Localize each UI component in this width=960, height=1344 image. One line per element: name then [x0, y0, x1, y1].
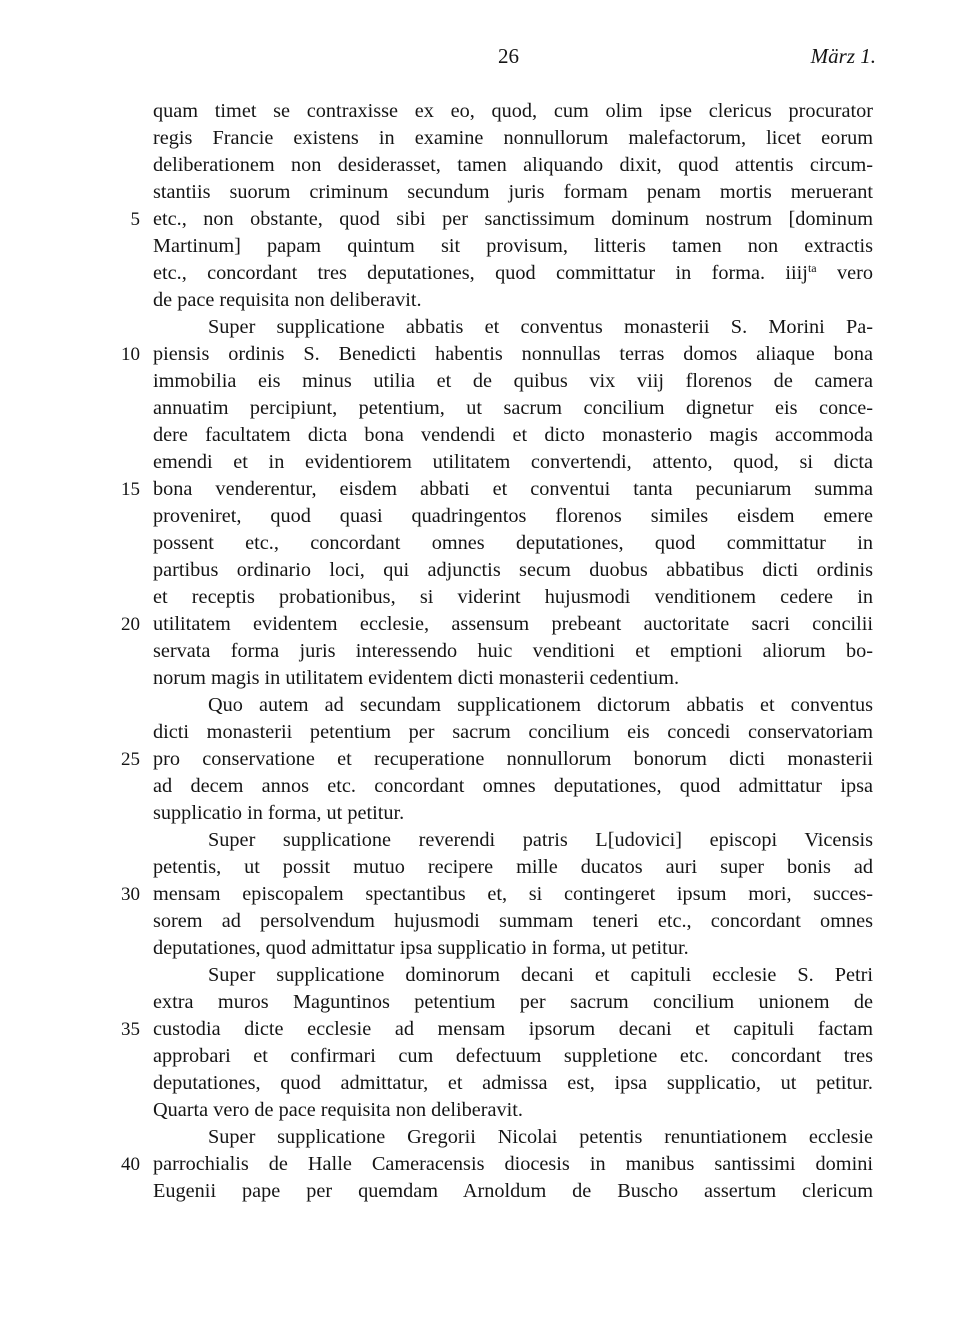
line-text — [208, 962, 873, 989]
text-line — [0, 908, 960, 935]
line-content: deliberationem non desiderasset, tamen aliquando dixit, quod attentis circum- — [153, 154, 873, 176]
line-content: etc., concordant tres deputationes, quod committatur in forma. iiij — [153, 262, 808, 284]
text-line — [0, 1097, 960, 1124]
text-line — [0, 962, 960, 989]
line-content: utilitatem evidentem ecclesie, assensum prebeant auctoritate sacri concilii — [153, 613, 873, 635]
line-number: 35 — [121, 1019, 140, 1040]
line-number: 25 — [121, 749, 140, 770]
text-line — [0, 476, 960, 503]
text-line — [0, 1016, 960, 1043]
text-line — [0, 422, 960, 449]
line-content: deputationes, quod admittatur ipsa supplicatio in forma, ut petitur. — [153, 937, 689, 959]
line-content: partibus ordinario loci, qui adjunctis secum duobus abbatibus dicti ordinis — [153, 559, 873, 581]
line-number: 10 — [121, 344, 140, 365]
line-text — [153, 557, 873, 584]
line-content: possent etc., concordant omnes deputationes, quod committatur in — [153, 532, 873, 554]
line-text — [153, 1016, 873, 1043]
line-content: pro conservatione et recuperatione nonnullorum bonorum dicti monasterii — [153, 748, 873, 770]
text-line — [0, 881, 960, 908]
text-line — [0, 503, 960, 530]
line-content-continued: vero — [816, 262, 873, 284]
line-text — [153, 422, 873, 449]
text-line — [0, 989, 960, 1016]
running-head: März 1. — [810, 44, 876, 68]
page-number: 26 — [498, 44, 519, 68]
line-content: Super supplicatione Gregorii Nicolai petentis renuntiationem ecclesie — [208, 1126, 873, 1148]
text-line — [0, 125, 960, 152]
line-content: Super supplicatione reverendi patris L[udovici] episcopi Vicensis — [208, 829, 873, 851]
line-content: Super supplicatione dominorum decani et capituli ecclesie S. Petri — [208, 964, 873, 986]
line-number: 40 — [121, 1154, 140, 1175]
line-text — [153, 233, 873, 260]
line-number: 30 — [121, 884, 140, 905]
line-text — [153, 530, 873, 557]
line-text — [153, 98, 873, 125]
line-text — [208, 314, 873, 341]
line-text — [153, 260, 873, 287]
text-line — [0, 179, 960, 206]
line-text — [153, 746, 873, 773]
text-line — [0, 1043, 960, 1070]
page-header — [0, 44, 960, 74]
text-line — [0, 1178, 960, 1205]
line-text — [153, 1070, 873, 1097]
line-content: servata forma juris interessendo huic venditioni et emptioni aliorum bo- — [153, 640, 873, 662]
line-content: parrochialis de Halle Cameracensis diocesis in manibus santissimi domini — [153, 1153, 873, 1175]
line-text — [153, 908, 873, 935]
text-line — [0, 692, 960, 719]
line-text — [153, 584, 873, 611]
text-line — [0, 341, 960, 368]
text-line — [0, 1151, 960, 1178]
text-line — [0, 773, 960, 800]
line-text — [153, 503, 873, 530]
text-line — [0, 935, 960, 962]
line-content: Super supplicatione abbatis et conventus monasterii S. Morini Pa- — [208, 316, 873, 338]
text-line — [0, 449, 960, 476]
line-content: emendi et in evidentiorem utilitatem convertendi, attento, quod, si dicta — [153, 451, 873, 473]
text-line — [0, 665, 960, 692]
line-text — [153, 449, 873, 476]
line-text — [208, 1124, 873, 1151]
text-line — [0, 314, 960, 341]
line-text — [153, 719, 873, 746]
line-text — [208, 827, 873, 854]
text-line — [0, 854, 960, 881]
text-line — [0, 746, 960, 773]
line-text — [153, 665, 873, 692]
line-content: stantiis suorum criminum secundum juris formam penam mortis meruerant — [153, 181, 873, 203]
line-text — [153, 1043, 873, 1070]
line-content: etc., non obstante, quod sibi per sanctissimum dominum nostrum [dominum — [153, 208, 873, 230]
line-text — [153, 800, 873, 827]
line-content: supplicatio in forma, ut petitur. — [153, 802, 405, 824]
line-content: annuatim percipiunt, petentium, ut sacrum concilium dignetur eis conce- — [153, 397, 873, 419]
line-text — [153, 935, 873, 962]
line-text — [153, 1151, 873, 1178]
line-content: et receptis probationibus, si viderint hujusmodi venditionem cedere in — [153, 586, 873, 608]
line-content: Quarta vero de pace requisita non deliberavit. — [153, 1099, 523, 1121]
text-line — [0, 1124, 960, 1151]
line-text — [153, 368, 873, 395]
line-text — [153, 341, 873, 368]
line-content: Quo autem ad secundam supplicationem dictorum abbatis et conventus — [208, 694, 873, 716]
line-text — [153, 989, 873, 1016]
line-content: de pace requisita non deliberavit. — [153, 289, 422, 311]
text-line — [0, 584, 960, 611]
line-content: regis Francie existens in examine nonnullorum malefactorum, licet eorum — [153, 127, 873, 149]
line-text — [153, 854, 873, 881]
text-line — [0, 98, 960, 125]
text-line — [0, 557, 960, 584]
line-text — [153, 152, 873, 179]
line-text — [153, 881, 873, 908]
line-content: piensis ordinis S. Benedicti habentis nonnullas terras domos aliaque bona — [153, 343, 873, 365]
text-line — [0, 827, 960, 854]
line-content: approbari et confirmari cum defectuum suppletione etc. concordant tres — [153, 1045, 873, 1067]
line-content: immobilia eis minus utilia et de quibus vix viij florenos de camera — [153, 370, 873, 392]
line-content: sorem ad persolvendum hujusmodi summam teneri etc., concordant omnes — [153, 910, 873, 932]
line-text — [153, 206, 873, 233]
text-line — [0, 206, 960, 233]
line-content: dere facultatem dicta bona vendendi et dicto monasterio magis accommoda — [153, 424, 873, 446]
text-line — [0, 530, 960, 557]
line-content: dicti monasterii petentium per sacrum concilium eis concedi conservatoriam — [153, 721, 873, 743]
line-content: petentis, ut possit mutuo recipere mille ducatos auri super bonis ad — [153, 856, 873, 878]
line-number: 15 — [121, 479, 140, 500]
line-content: ad decem annos etc. concordant omnes deputationes, quod admittatur ipsa — [153, 775, 873, 797]
text-line — [0, 638, 960, 665]
line-text — [153, 287, 873, 314]
line-text — [153, 1178, 873, 1205]
line-text — [153, 611, 873, 638]
text-line — [0, 395, 960, 422]
line-content: Martinum] papam quintum sit provisum, litteris tamen non extractis — [153, 235, 873, 257]
line-content: custodia dicte ecclesie ad mensam ipsorum decani et capituli factam — [153, 1018, 873, 1040]
body-text — [0, 98, 960, 1205]
line-content: deputationes, quod admittatur, et admissa est, ipsa supplicatio, ut petitur. — [153, 1072, 873, 1094]
line-content: bona venderentur, eisdem abbati et conventui tanta pecuniarum summa — [153, 478, 873, 500]
line-number: 5 — [130, 209, 140, 230]
text-line — [0, 287, 960, 314]
text-line — [0, 719, 960, 746]
line-number: 20 — [121, 614, 140, 635]
line-content: extra muros Maguntinos petentium per sacrum concilium unionem de — [153, 991, 873, 1013]
text-line — [0, 260, 960, 287]
text-line — [0, 800, 960, 827]
line-text — [153, 773, 873, 800]
line-text — [153, 476, 873, 503]
text-line — [0, 233, 960, 260]
text-line — [0, 1070, 960, 1097]
line-text — [153, 395, 873, 422]
line-content: norum magis in utilitatem evidentem dicti monasterii cedentium. — [153, 667, 680, 689]
line-text — [153, 1097, 873, 1124]
line-text — [153, 179, 873, 206]
line-text — [208, 692, 873, 719]
line-content: mensam episcopalem spectantibus et, si contingeret ipsum mori, succes- — [153, 883, 873, 905]
line-text — [153, 125, 873, 152]
text-line — [0, 611, 960, 638]
line-content: proveniret, quod quasi quadringentos florenos similes eisdem emere — [153, 505, 873, 527]
line-text — [153, 638, 873, 665]
text-line — [0, 152, 960, 179]
line-content: quam timet se contraxisse ex eo, quod, cum olim ipse clericus procurator — [153, 100, 873, 122]
superscript: ta — [807, 261, 817, 275]
line-content: Eugenii pape per quemdam Arnoldum de Buscho assertum clericum — [153, 1180, 873, 1202]
text-line — [0, 368, 960, 395]
